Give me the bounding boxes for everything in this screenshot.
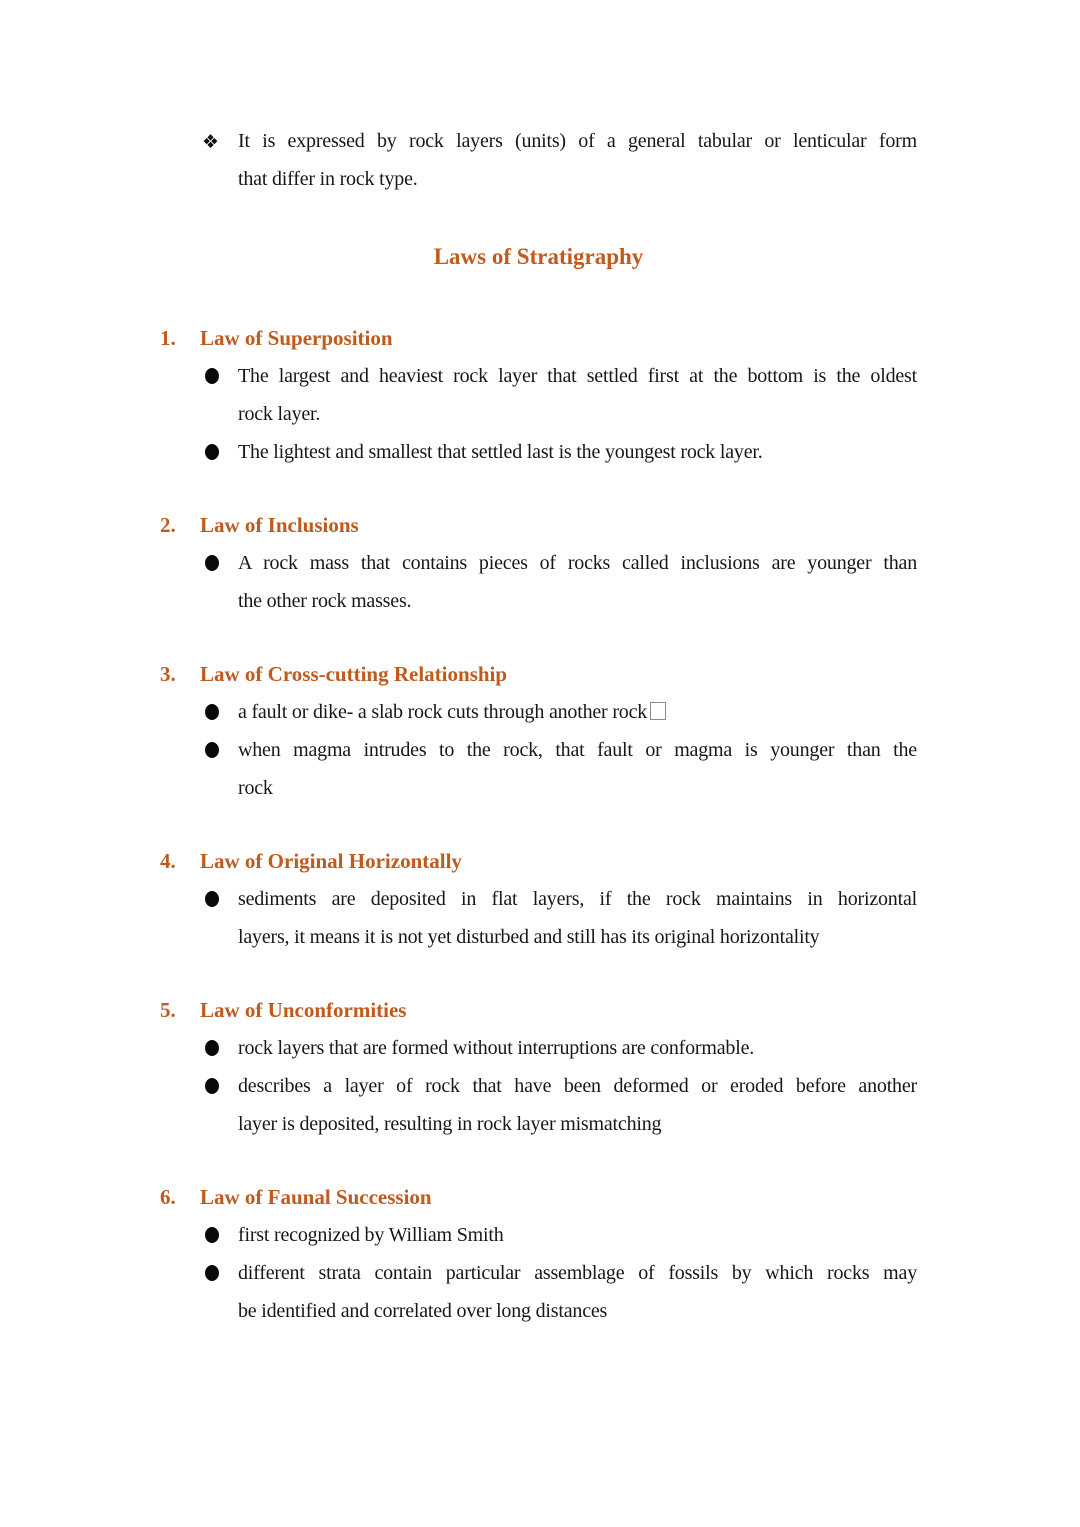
section-heading-label: Law of Superposition [200,326,393,350]
section-cross-cutting [160,655,917,807]
bullet-item [238,1216,917,1254]
section-heading [160,506,917,544]
section-number: 1. [160,326,176,350]
diamond-bullet-icon: ❖ [202,131,220,153]
bullet-line: describes a layer of rock that have been deformed or eroded before another [238,1075,917,1097]
bullet-line: rock layers that are formed without interruptions are conformable. [238,1037,755,1059]
section-unconformities [160,991,917,1143]
bullet-line [238,693,917,731]
circle-bullet-icon [205,1265,219,1281]
section-heading [160,655,917,693]
bullet-line: The lightest and smallest that settled last is the youngest rock layer. [238,441,763,463]
bullet-item [238,433,917,471]
section-heading [160,842,917,880]
bullet-line: the other rock masses. [238,590,412,612]
bullet-line: layer is deposited, resulting in rock layer mismatching [238,1113,662,1135]
section-inclusions [160,506,917,620]
circle-bullet-icon [205,891,219,907]
intro-line: that differ in rock type. [238,168,418,190]
section-original-horizontality [160,842,917,956]
section-number: 4. [160,849,176,873]
circle-bullet-icon [205,704,219,720]
bullet-line: layers, it means it is not yet disturbed and still has its original horizontality [238,926,820,948]
section-heading-label: Law of Inclusions [200,513,359,537]
intro-line: It is expressed by rock layers (units) of a general tabular or lenticular form [238,130,917,152]
bullet-line: A rock mass that contains pieces of rocks called inclusions are younger than [238,552,917,574]
bullet-item [238,731,917,807]
section-heading [160,991,917,1029]
missing-glyph-box [650,702,666,720]
bullet-line: first recognized by William Smith [238,1224,504,1246]
bullet-line: rock layer. [238,403,321,425]
bullet-item [238,1254,917,1330]
section-heading-label: Law of Original Horizontally [200,849,462,873]
bullet-line: different strata contain particular assemblage of fossils by which rocks may [238,1262,917,1284]
circle-bullet-icon [205,1040,219,1056]
intro-bullet-item [202,122,917,198]
circle-bullet-icon [205,368,219,384]
section-heading-label: Law of Faunal Succession [200,1185,432,1209]
bullet-item [238,544,917,620]
section-faunal-succession [160,1178,917,1330]
section-superposition [160,319,917,471]
bullet-line-text: a fault or dike- a slab rock cuts through another rock [238,701,648,723]
circle-bullet-icon [205,742,219,758]
section-heading-label: Law of Unconformities [200,998,407,1022]
section-heading [160,1178,917,1216]
circle-bullet-icon [205,1227,219,1243]
bullet-line: rock [238,777,273,799]
section-number: 3. [160,662,176,686]
section-number: 5. [160,998,176,1022]
bullet-line: sediments are deposited in flat layers, if the rock maintains in horizontal [238,888,917,910]
bullet-line: be identified and correlated over long distances [238,1300,608,1322]
bullet-item [238,357,917,433]
bullet-item [238,880,917,956]
section-number: 2. [160,513,176,537]
bullet-line: when magma intrudes to the rock, that fault or magma is younger than the [238,739,917,761]
bullet-item [238,1067,917,1143]
section-heading [160,319,917,357]
bullet-line: The largest and heaviest rock layer that settled first at the bottom is the oldest [238,365,917,387]
page-title: Laws of Stratigraphy [433,244,644,269]
section-number: 6. [160,1185,176,1209]
circle-bullet-icon [205,444,219,460]
circle-bullet-icon [205,1078,219,1094]
bullet-item [238,1029,917,1067]
bullet-item [238,693,917,731]
circle-bullet-icon [205,555,219,571]
section-heading-label: Law of Cross-cutting Relationship [200,662,508,686]
